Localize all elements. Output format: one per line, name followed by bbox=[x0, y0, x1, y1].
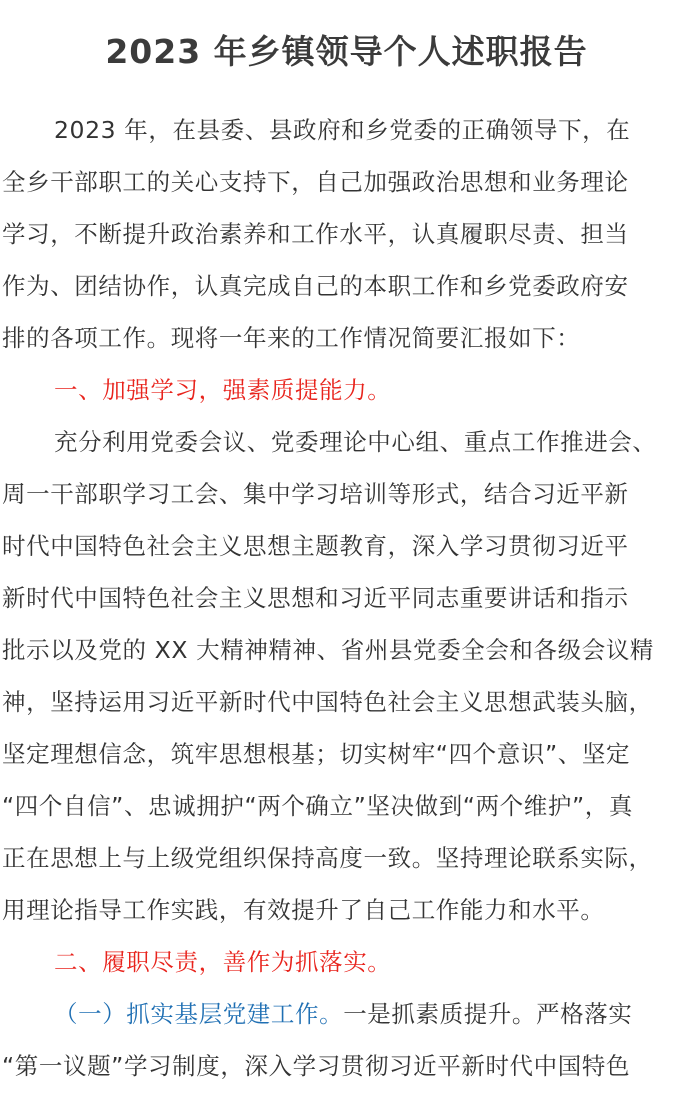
paragraph-line: 用理论指导工作实践，有效提升了自己工作能力和水平。 bbox=[2, 896, 605, 924]
paragraph-line: 学习，不断提升政治素养和工作水平，认真履职尽责、担当 bbox=[2, 220, 629, 248]
paragraph-line: 充分利用党委会议、党委理论中心组、重点工作推进会、 bbox=[54, 428, 657, 456]
section-heading-1: 一、加强学习，强素质提能力。 bbox=[54, 376, 392, 404]
paragraph-line: 周一干部职学习工会、集中学习培训等形式，结合习近平新 bbox=[2, 480, 629, 508]
paragraph-text: 一是抓素质提升。严格落实 bbox=[343, 1000, 633, 1028]
paragraph-line: 排的各项工作。现将一年来的工作情况简要汇报如下： bbox=[2, 324, 581, 352]
paragraph-line: 2023 年，在县委、县政府和乡党委的正确领导下，在 bbox=[54, 116, 631, 144]
paragraph-line: 全乡干部职工的关心支持下，自己加强政治思想和业务理论 bbox=[2, 168, 629, 196]
paragraph-line: 新时代中国特色社会主义思想和习近平同志重要讲话和指示 bbox=[2, 584, 629, 612]
paragraph-line: 正在思想上与上级党组织保持高度一致。坚持理论联系实际， bbox=[2, 844, 653, 872]
subsection-heading: （一）抓实基层党建工作。 bbox=[54, 1000, 344, 1028]
paragraph-line: “四个自信”、忠诚拥护“两个确立”坚决做到“两个维护”，真 bbox=[2, 792, 633, 820]
section-heading-2: 二、履职尽责，善作为抓落实。 bbox=[54, 948, 392, 976]
paragraph-line: 时代中国特色社会主义思想主题教育，深入学习贯彻习近平 bbox=[2, 532, 629, 560]
paragraph-line bbox=[2, 988, 692, 1040]
paragraph-line: “第一议题”学习制度，深入学习贯彻习近平新时代中国特色 bbox=[2, 1052, 631, 1080]
paragraph-line: 作为、团结协作，认真完成自己的本职工作和乡党委政府安 bbox=[2, 272, 629, 300]
paragraph-line: 批示以及党的 XX 大精神精神、省州县党委全会和各级会议精 bbox=[2, 636, 655, 664]
document-body bbox=[2, 104, 692, 1092]
paragraph-line: 坚定理想信念，筑牢思想根基；切实树牢“四个意识”、坚定 bbox=[2, 740, 631, 768]
document-title: 2023 年乡镇领导个人述职报告 bbox=[105, 32, 588, 71]
paragraph-line: 神，坚持运用习近平新时代中国特色社会主义思想武装头脑， bbox=[2, 688, 653, 716]
